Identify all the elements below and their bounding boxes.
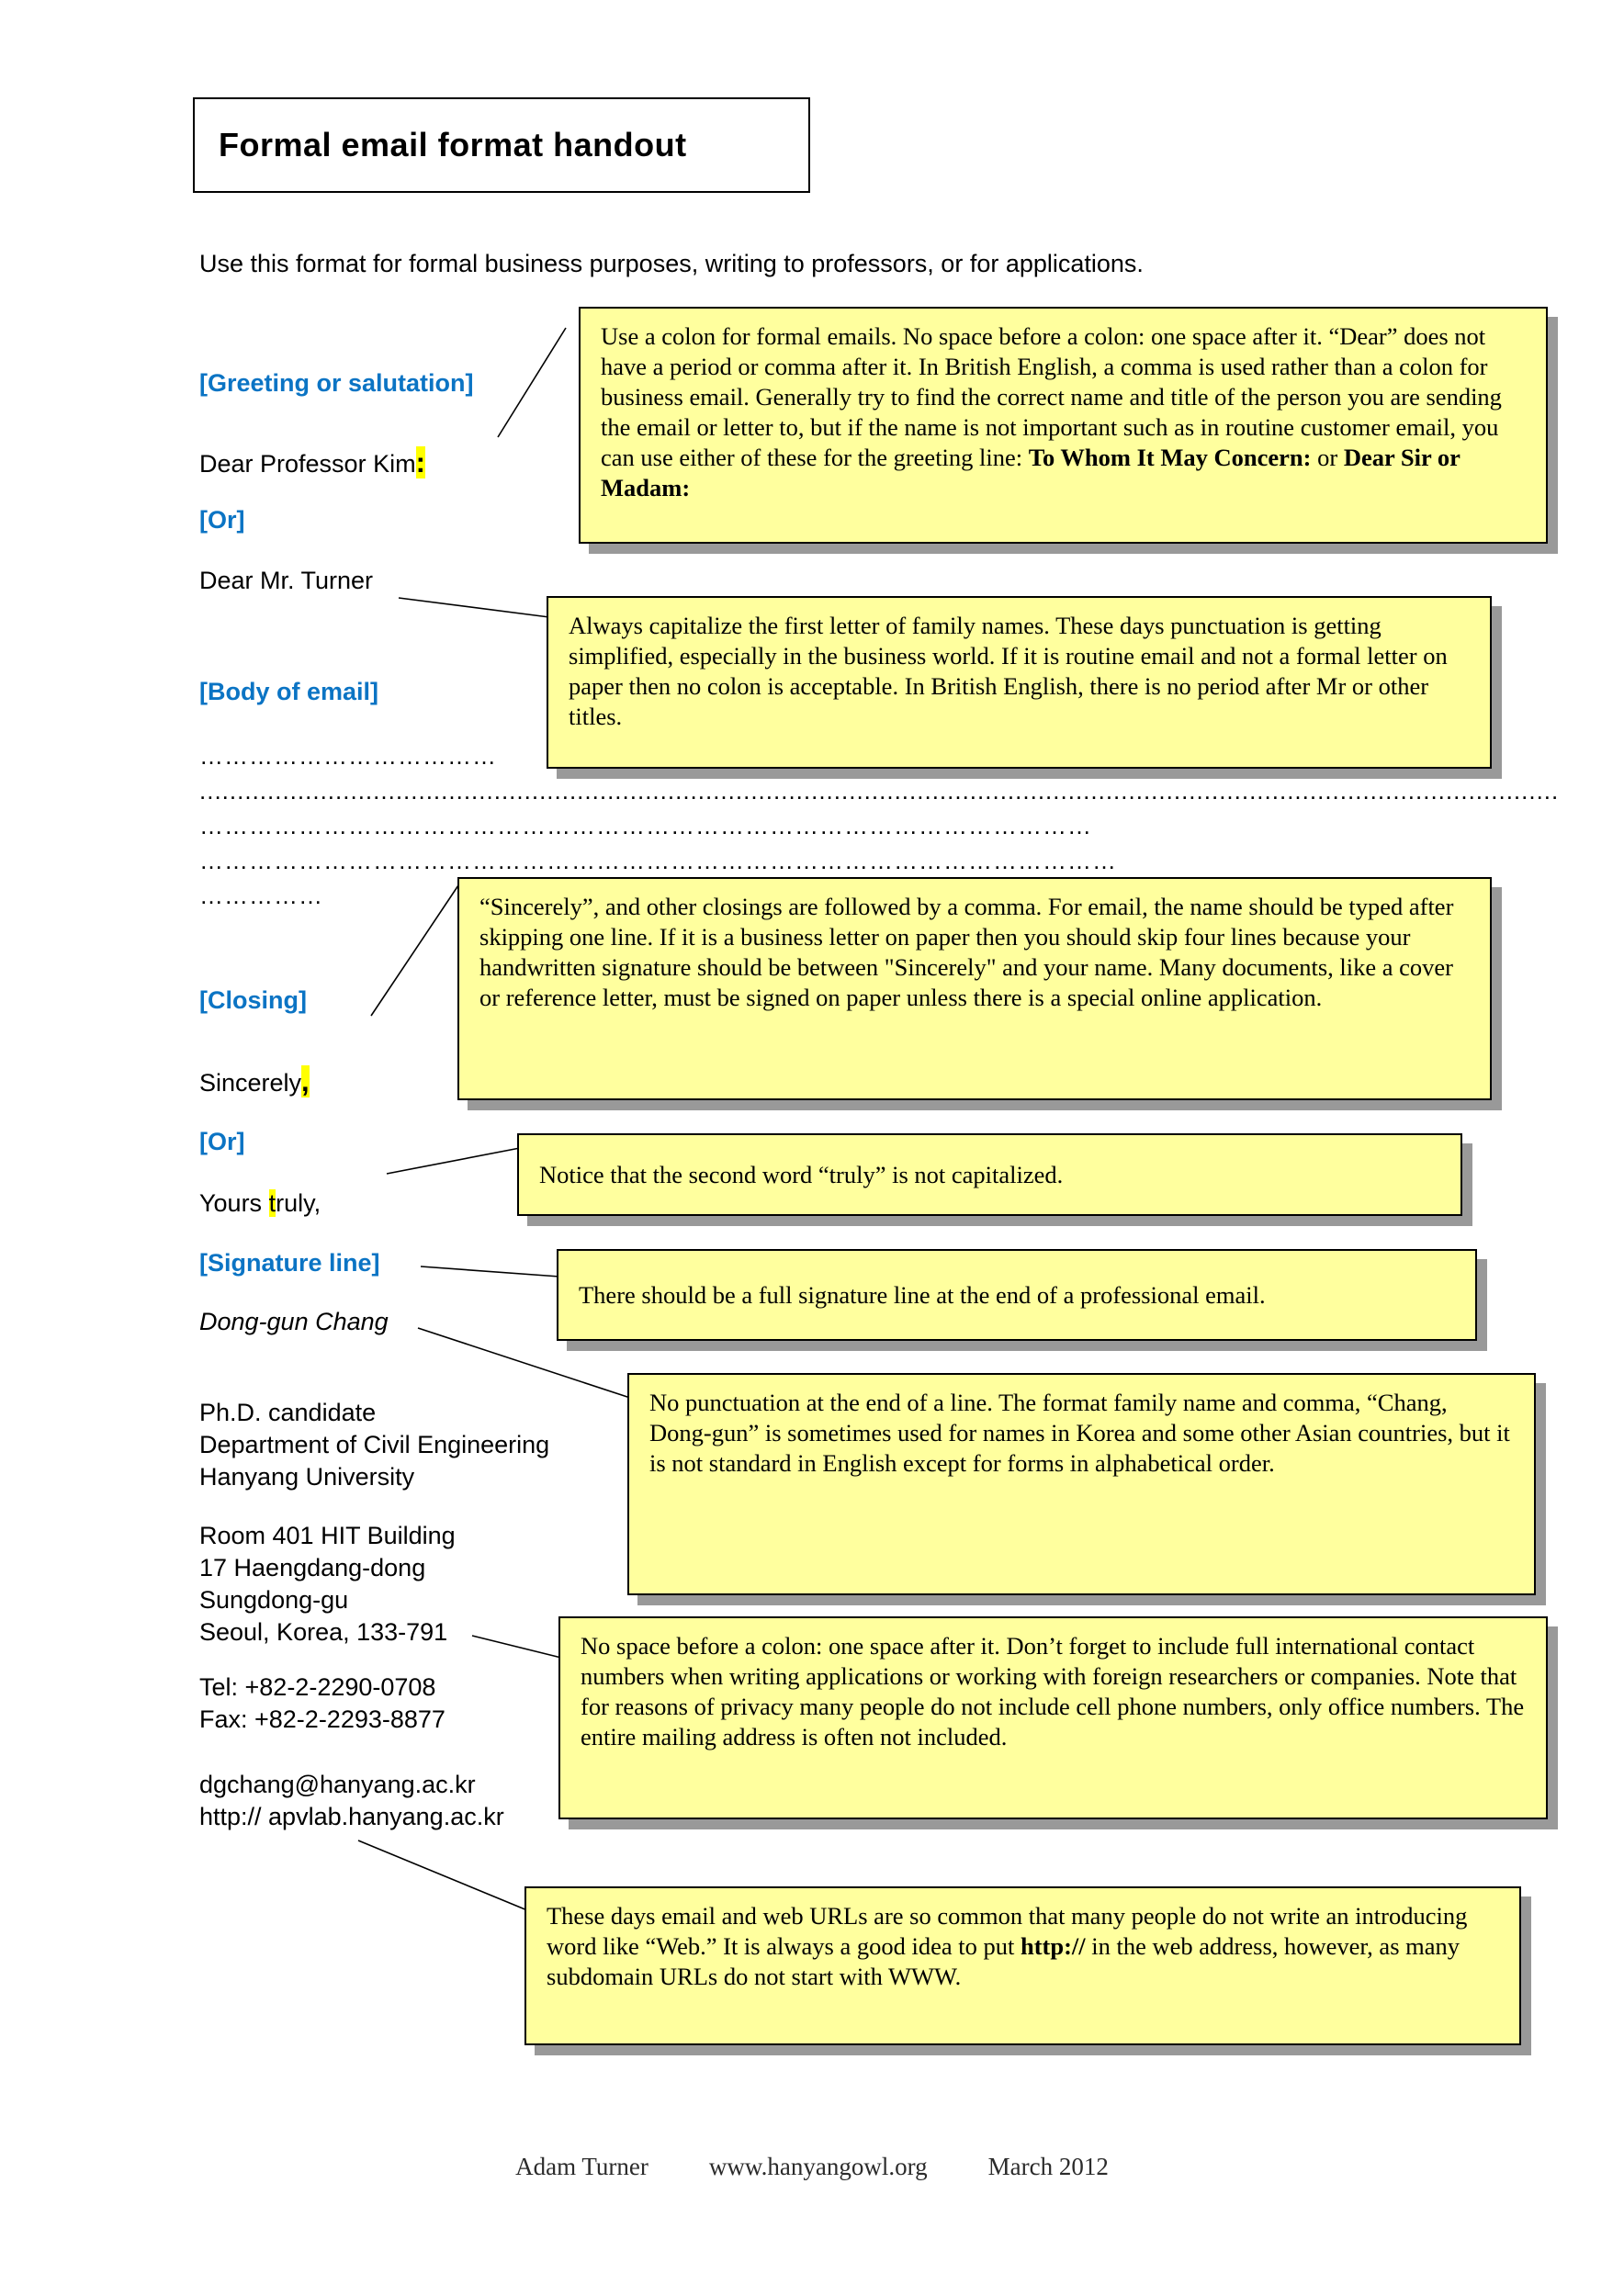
phone-block	[199, 1671, 445, 1736]
footer-site: www.hanyangowl.org	[708, 2153, 928, 2180]
intro-text: Use this format for formal business purposes, writing to professors, or for applications.	[199, 250, 1144, 277]
callout-contact-text: No space before a colon: one space after it. Don’t forget to include full international contact numbers when writing applications or working with foreign researchers or companies. Note that for reasons of privacy many people do not include cell phone numbers, only office numbers. The entire mailing address is often not included.	[581, 1632, 1525, 1750]
address-line: Sungdong-gu	[199, 1586, 349, 1614]
closing-text: Sincerely	[199, 1069, 302, 1097]
greeting-colon-highlight: :	[415, 446, 425, 478]
callout-closing-text: “Sincerely”, and other closings are followed by a comma. For email, the name should be typed after skipping one line. If it is a business letter on paper then you should skip four lines because your handwritten signature should be between "Sincerely" and your name. Many documents, like a cover or reference letter, must be signed on paper unless there is a special online application.	[479, 893, 1454, 1011]
callout-truly	[517, 1133, 1462, 1216]
connector-web	[358, 1840, 527, 1910]
label-signature: [Signature line]	[199, 1249, 380, 1277]
closing-comma-highlight: ,	[301, 1065, 310, 1097]
phone-line: Fax: +82-2-2293-8877	[199, 1705, 445, 1733]
closing-alt-highlight: t	[268, 1189, 276, 1217]
position-block	[199, 1397, 549, 1493]
title-box	[193, 97, 810, 193]
callout-closing	[457, 877, 1492, 1100]
greeting-text: Dear Professor Kim	[199, 450, 416, 478]
callout-name-format-text: No punctuation at the end of a line. The format family name and comma, “Chang, Dong-gun” is sometimes used for names in Korea and some other Asian countries, but it is not standard in English except for forms in alphabetical order.	[649, 1389, 1510, 1477]
email-address: dgchang@hanyang.ac.kr	[199, 1771, 476, 1798]
address-block	[199, 1520, 456, 1649]
callout-signature-text: There should be a full signature line at the end of a professional email.	[579, 1280, 1266, 1309]
connector-truly	[387, 1148, 520, 1174]
greeting-alt-line: Dear Mr. Turner	[199, 567, 374, 594]
callout-web-bold: http://	[1020, 1932, 1086, 1960]
phone-line: Tel: +82-2-2290-0708	[199, 1673, 436, 1701]
callout-family-name-text: Always capitalize the first letter of family names. These days punctuation is getting simplified, especially in the business world. If it is routine email and not a formal letter on paper then no colon is acceptable. In British English, there is no period after Mr or other titles.	[569, 612, 1448, 730]
label-greeting: [Greeting or salutation]	[199, 369, 474, 397]
callout-web	[524, 1886, 1521, 2045]
page-title: Formal email format handout	[219, 126, 687, 163]
body-dots-line: ....................................................................................................................................................................................	[199, 777, 1560, 805]
body-dots-line: ………………………………………………………………………………………………	[199, 812, 1092, 839]
greeting-line	[199, 446, 425, 479]
callout-contact	[558, 1616, 1548, 1819]
closing-alt-pre: Yours	[199, 1189, 269, 1217]
callout-greeting	[579, 307, 1548, 544]
callout-greeting-mid: or	[1311, 444, 1344, 471]
footer	[0, 2153, 1624, 2181]
footer-author: Adam Turner	[515, 2153, 648, 2180]
connector-family-name	[399, 598, 549, 617]
label-or-2: [Or]	[199, 1128, 245, 1155]
body-dots-line: ………………………………	[199, 742, 497, 770]
connector-closing	[371, 883, 460, 1016]
callout-signature	[557, 1249, 1477, 1341]
closing-alt-post: ruly,	[276, 1189, 321, 1217]
footer-date: March 2012	[987, 2153, 1109, 2180]
online-block	[199, 1769, 504, 1833]
web-address: http:// apvlab.hanyang.ac.kr	[199, 1803, 504, 1830]
position-line: Hanyang University	[199, 1463, 415, 1491]
callout-family-name	[547, 596, 1492, 769]
label-closing: [Closing]	[199, 986, 307, 1014]
body-dots-line: …………………………………………………………………………………………………	[199, 847, 1117, 874]
address-line: Room 401 HIT Building	[199, 1522, 456, 1549]
callout-name-format	[627, 1373, 1536, 1595]
callout-web-post: in the web address, however, as many subdomain URLs do not start with WWW.	[547, 1932, 1460, 1990]
connector-signature	[421, 1266, 559, 1277]
address-line: Seoul, Korea, 133-791	[199, 1618, 448, 1646]
connector-greeting	[498, 328, 566, 437]
callout-greeting-bold-1: To Whom It May Concern:	[1028, 444, 1312, 471]
callout-greeting-bold-2: Dear Sir or Madam:	[601, 444, 1460, 501]
address-line: 17 Haengdang-dong	[199, 1554, 426, 1581]
signature-name: Dong-gun Chang	[199, 1308, 389, 1335]
callout-greeting-text: Use a colon for formal emails. No space before a colon: one space after it. “Dear” does not have a period or comma after it. In British English, a comma is used rather than a colon for business email. Generally try to find the correct name and title of the person you are sending the email or letter to, but if the name is not important such as in routine customer email, you can use either of these for the greeting line:	[601, 322, 1502, 471]
label-body: [Body of email]	[199, 678, 379, 705]
closing-line	[199, 1065, 310, 1098]
callout-web-pre: These days email and web URLs are so common that many people do not write an introducing word like “Web.” It is always a good idea to put	[547, 1902, 1468, 1960]
callout-truly-text: Notice that the second word “truly” is not capitalized.	[539, 1160, 1064, 1188]
position-line: Department of Civil Engineering	[199, 1431, 550, 1458]
body-dots-line: ……………	[199, 882, 323, 909]
position-line: Ph.D. candidate	[199, 1399, 377, 1426]
connector-contact	[472, 1636, 561, 1658]
closing-alt-line	[199, 1189, 321, 1218]
label-or-1: [Or]	[199, 506, 245, 534]
